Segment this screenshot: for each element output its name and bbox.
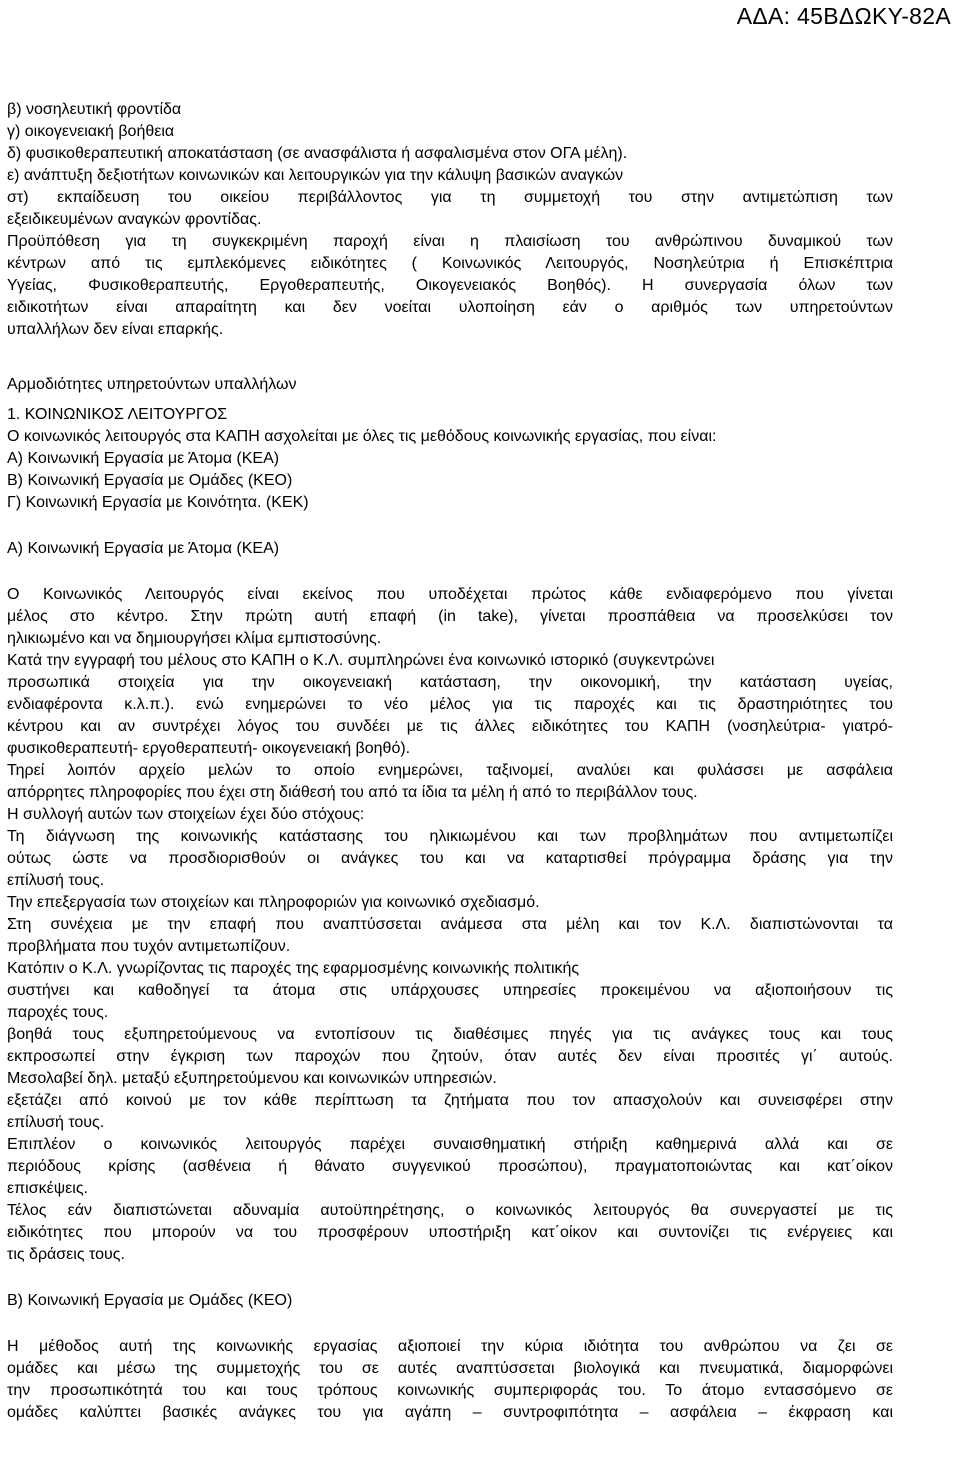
text-line: εξειδικευμένων αναγκών φροντίδας. (7, 211, 262, 228)
text-line: Τέλος εάν διαπιστώνεται αδυναμία αυτοϋπηρέτησης, ο κοινωνικός λειτουργός θα συνεργαστεί με τις (7, 1202, 893, 1219)
text-line: βοηθά τους εξυπηρετούμενους να εντοπίσουν τις διαθέσιμες πηγές για τις ανάγκες τους και τους (7, 1026, 893, 1043)
text-line: Ο κοινωνικός λειτουργός στα ΚΑΠΗ ασχολείται με όλες τις μεθόδους κοινωνικής εργασίας, που είναι: (7, 428, 717, 445)
text-line: ενδιαφέροντα κ.λ.π.). ενώ ενημερώνει το νέο μέλος για τις παροχές και τις δραστηριότητες του (7, 696, 893, 713)
text-line: επίλυσή τους. (7, 1114, 105, 1131)
text-line: Επιπλέον ο κοινωνικός λειτουργός παρέχει συναισθηματική στήριξη καθημερινά αλλά και σε (7, 1136, 893, 1153)
text-line: εξετάζει από κοινού με τον κάθε περίπτωση τα ζητήματα που τον απασχολούν και συνεισφέρει στην (7, 1092, 893, 1109)
text-line: Κατά την εγγραφή του μέλους στο ΚΑΠΗ ο Κ.Λ. συμπληρώνει ένα κοινωνικό ιστορικό (συγκεντρώνει (7, 652, 715, 669)
text-line: τις δράσεις τους. (7, 1246, 125, 1263)
text-line: Αρμοδιότητες υπηρετούντων υπαλλήλων (7, 376, 297, 393)
text-line: την προσωπικότητά του και τους τρόπους κοινωνικής συμπεριφοράς του. Το άτομο εντασσόμενο σε (7, 1382, 893, 1399)
text-line: στ) εκπαίδευση του οικείου περιβάλλοντος για τη συμμετοχή του στην αντιμετώπιση των (7, 189, 893, 206)
text-line: μέλος στο κέντρο. Στην πρώτη αυτή επαφή (in take), γίνεται προσπάθεια να προσελκύσει τον (7, 608, 893, 625)
spacer (7, 341, 893, 374)
text-line: Μεσολαβεί δηλ. μεταξύ εξυπηρετούμενου και κοινωνικών υπηρεσιών. (7, 1070, 497, 1087)
spacer (7, 560, 893, 584)
text-line: Ο Κοινωνικός Λειτουργός είναι εκείνος που υποδέχεται πρώτος κάθε ενδιαφερόμενο που γίνεται (7, 586, 893, 603)
text-line: προβλήματα που τυχόν αντιμετωπίζουν. (7, 938, 291, 955)
text-line: Υγείας, Φυσικοθεραπευτής, Εργοθεραπευτής, Οικογενειακός Βοηθός). Η συνεργασία όλων των (7, 277, 893, 294)
text-line: Την επεξεργασία των στοιχείων και πληροφοριών για κοινωνικό σχεδιασμό. (7, 894, 540, 911)
text-line: απόρρητες πληροφορίες που έχει στη διάθεσή του από τα ίδια τα μέλη ή από το περιβάλλον τους. (7, 784, 698, 801)
document-body (7, 99, 893, 1424)
text-line: υπαλλήλων δεν είναι επαρκής. (7, 321, 224, 338)
spacer (7, 1266, 893, 1290)
text-line: Γ) Κοινωνική Εργασία με Κοινότητα. (ΚΕΚ) (7, 494, 309, 511)
text-line: 1. ΚΟΙΝΩΝΙΚΟΣ ΛΕΙΤΟΥΡΓΟΣ (7, 406, 228, 423)
text-line: ηλικιωμένο και να δημιουργήσει κλίμα εμπιστοσύνης. (7, 630, 382, 647)
text-line: Β) Κοινωνική Εργασία με Ομάδες (ΚΕΟ) (7, 472, 293, 489)
text-line: εκπροσωπεί στην έγκριση των παροχών που ζητούν, όταν αυτές δεν είναι προσιτές γι΄ αυτούς. (7, 1048, 893, 1065)
spacer (7, 396, 893, 404)
text-line: κέντρου και αν συντρέχει λόγος του συνδέει με τις άλλες ειδικότητες του ΚΑΠΗ (νοσηλεύτρια- γιατρό- (7, 718, 893, 735)
text-line: Η συλλογή αυτών των στοιχείων έχει δύο στόχους: (7, 806, 365, 823)
text-line: Α) Κοινωνική Εργασία με Άτομα (ΚΕΑ) (7, 450, 280, 467)
text-line: ε) ανάπτυξη δεξιοτήτων κοινωνικών και λειτουργικών για την κάλυψη βασικών αναγκών (7, 167, 624, 184)
text-line: ειδικοτήτων είναι απαραίτητη και δεν νοείται υλοποίηση εάν ο αριθμός των υπηρετούντων (7, 299, 893, 316)
spacer (7, 514, 893, 538)
text-line: Κατόπιν ο Κ.Λ. γνωρίζοντας τις παροχές της εφαρμοσμένης κοινωνικής πολιτικής (7, 960, 580, 977)
spacer (7, 1312, 893, 1336)
text-line: ειδικότητες που μπορούν να του προσφέρουν υποστήριξη κατ΄οίκον και συντονίζει τις ενέργειες και (7, 1224, 893, 1241)
text-line: γ) οικογενειακή βοήθεια (7, 123, 175, 140)
text-line: επίλυσή τους. (7, 872, 105, 889)
text-line: ούτως ώστε να προσδιορισθούν οι ανάγκες του και να καταρτισθεί πρόγραμμα δράσης για την (7, 850, 893, 867)
text-line: κέντρων από τις εμπλεκόμενες ειδικότητες ( Κοινωνικός Λειτουργός, Νοσηλεύτρια ή Επισκέπτρια (7, 255, 893, 272)
text-line: παροχές τους. (7, 1004, 109, 1021)
text-line: Τη διάγνωση της κοινωνικής κατάστασης του ηλικιωμένου και των προβλημάτων που αντιμετωπίζει (7, 828, 893, 845)
text-line: Η μέθοδος αυτή της κοινωνικής εργασίας αξιοποιεί την κύρια ιδιότητα του ανθρώπου να ζει σε (7, 1338, 893, 1355)
text-line: φυσικοθεραπευτή- εργοθεραπευτή- οικογενειακή βοηθό). (7, 740, 411, 757)
text-line: Β) Κοινωνική Εργασία με Ομάδες (ΚΕΟ) (7, 1292, 293, 1309)
text-line: Τηρεί λοιπόν αρχείο μελών το οποίο ενημερώνει, ταξινομεί, αναλύει και φυλάσσει με ασφάλεια (7, 762, 893, 779)
text-line: Προϋπόθεση για τη συγκεκριμένη παροχή είναι η πλαισίωση του ανθρώπινου δυναμικού των (7, 233, 893, 250)
text-line: ομάδες και μέσω της συμμετοχής του σε αυτές αναπτύσσεται βιολογικά και πνευματικά, διαμορφώνει (7, 1360, 893, 1377)
text-line: ομάδες καλύπτει βασικές ανάγκες του για αγάπη – συντροφιπότητα – ασφάλεια – έκφραση και (7, 1404, 893, 1421)
text-line: Στη συνέχεια με την επαφή που αναπτύσσεται ανάμεσα στα μέλη και τον Κ.Λ. διαπιστώνονται τα (7, 916, 893, 933)
text-line: β) νοσηλευτική φροντίδα (7, 101, 182, 118)
ada-identifier: ΑΔΑ: 45ΒΔΩΚΥ-82Α (736, 3, 951, 29)
text-line: δ) φυσικοθεραπευτική αποκατάσταση (σε ανασφάλιστα ή ασφαλισμένα στον ΟΓΑ μέλη). (7, 145, 628, 162)
text-line: προσωπικά στοιχεία για την οικογενειακή κατάσταση, την οικονομική, την κατάσταση υγείας, (7, 674, 893, 691)
text-line: Α) Κοινωνική Εργασία με Άτομα (ΚΕΑ) (7, 540, 280, 557)
text-line: επισκέψεις. (7, 1180, 88, 1197)
text-line: συστήνει και καθοδηγεί τα άτομα στις υπάρχουσες υπηρεσίες προκειμένου να αξιοποιήσουν τις (7, 982, 893, 999)
text-line: περιόδους κρίσης (ασθένεια ή θάνατο συγγενικού προσώπου), πραγματοποιώντας και κατ΄οίκον (7, 1158, 893, 1175)
